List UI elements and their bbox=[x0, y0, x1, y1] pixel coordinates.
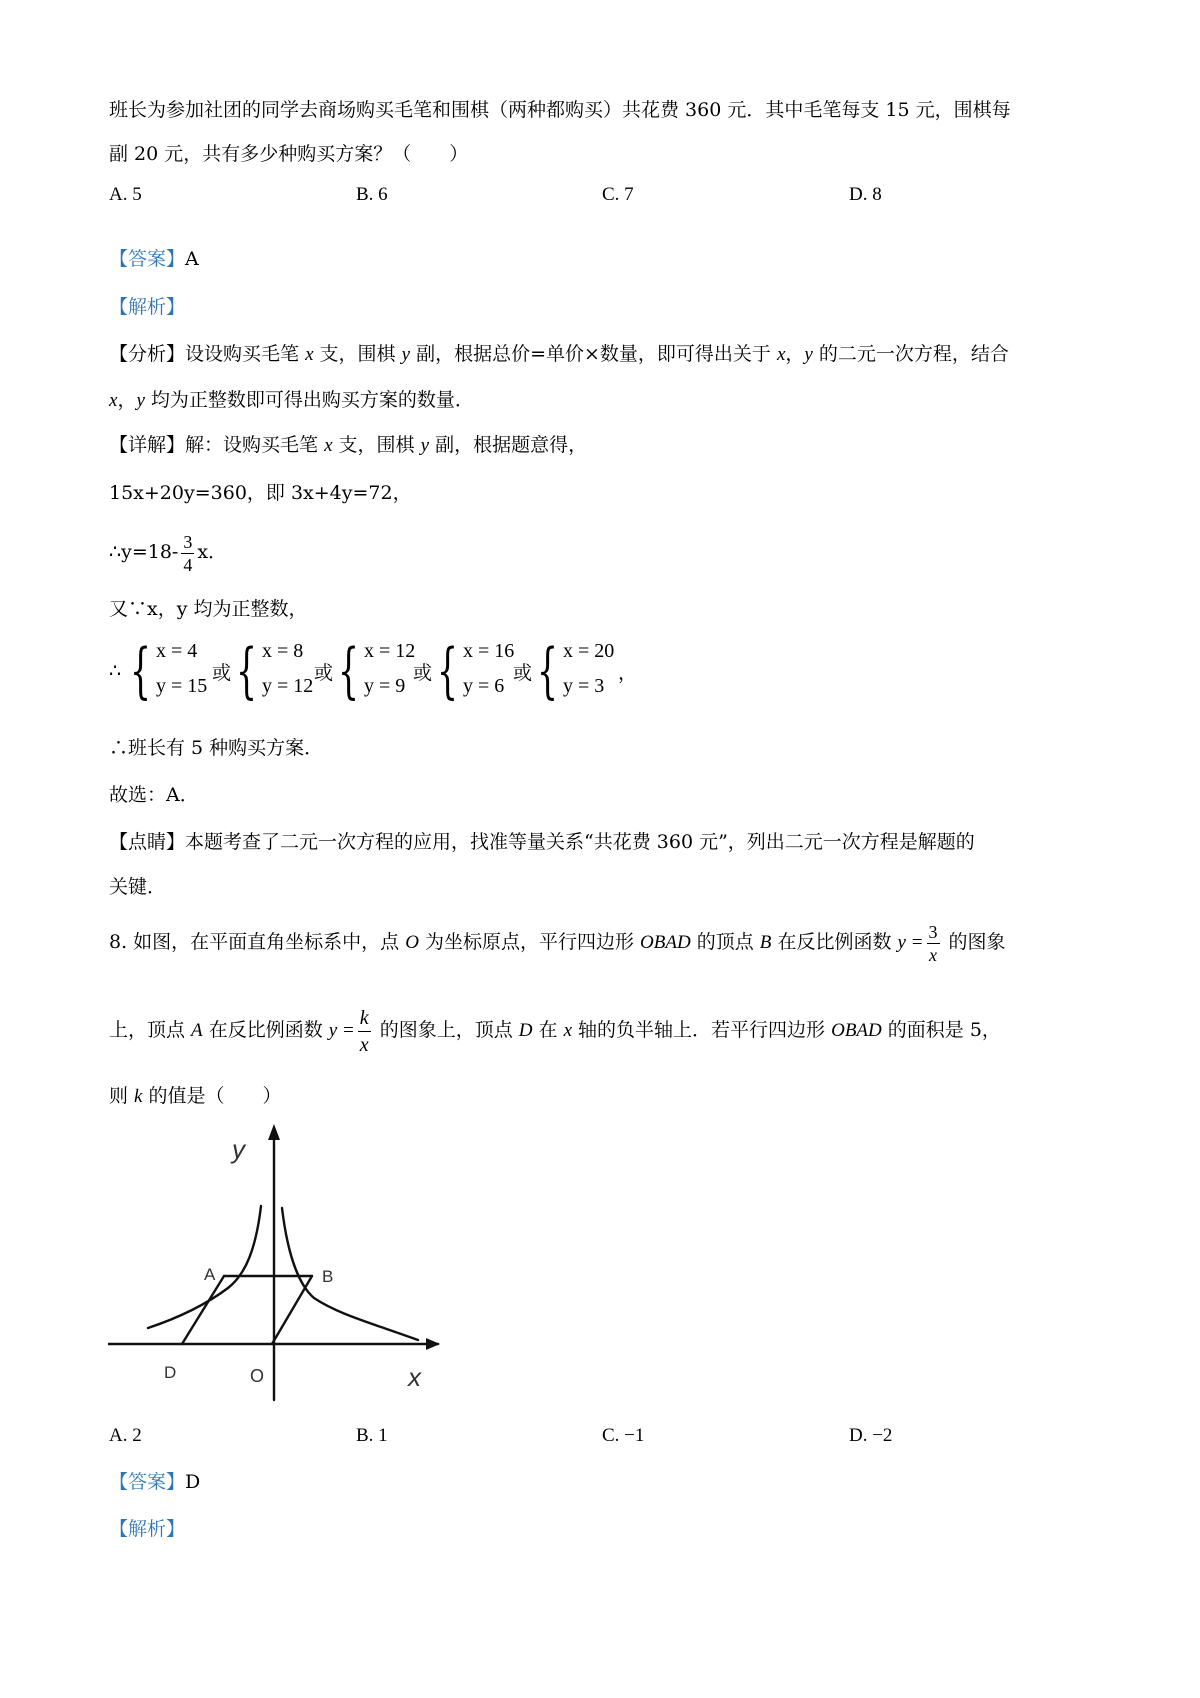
analysis-text: 均为正整数即可得出购买方案的数量． bbox=[144, 389, 474, 411]
var-k: k bbox=[134, 1086, 143, 1107]
q8-answer bbox=[109, 1469, 200, 1495]
or-word: 或 bbox=[314, 662, 334, 684]
var-y: y bbox=[136, 390, 145, 411]
or-word: 或 bbox=[212, 662, 232, 684]
solution-y: y = 12 bbox=[262, 675, 314, 697]
answer-tag: 【答案】 bbox=[109, 1471, 186, 1493]
q8-text: 的值是（ ） bbox=[142, 1085, 282, 1107]
var-y: y bbox=[804, 344, 813, 365]
therefore-symbol: ∴ bbox=[109, 660, 122, 682]
q8-text: 8. 如图，在平面直角坐标系中，点 bbox=[109, 931, 406, 953]
y-axis-arrow-icon bbox=[268, 1124, 280, 1140]
or-word: 或 bbox=[413, 662, 433, 684]
solution-x: x = 20 bbox=[563, 640, 615, 662]
q8-text: 在反比例函数 bbox=[202, 1019, 329, 1041]
q8-text: 轴的负半轴上．若平行四边形 bbox=[572, 1019, 832, 1041]
q8-text: 为坐标原点，平行四边形 bbox=[418, 931, 641, 953]
q8-stem-line1 bbox=[109, 918, 1006, 967]
fraction-numerator: 3 bbox=[183, 531, 193, 552]
graph-label-y: y bbox=[232, 1134, 245, 1164]
detail-text: 解：设购买毛笔 bbox=[185, 434, 325, 456]
q8-text: 的图象 bbox=[942, 931, 1006, 953]
fraction-numerator: k bbox=[358, 1005, 371, 1032]
var-OBAD: OBAD bbox=[831, 1020, 882, 1041]
analysis-text: 副，根据总价=单价×数量，即可得出关于 bbox=[410, 343, 777, 365]
graph-label-x: x bbox=[408, 1362, 421, 1392]
fraction-denominator: x bbox=[359, 1033, 369, 1056]
q7-choose: 故选：A． bbox=[109, 784, 199, 806]
parallelogram-graph-figure bbox=[108, 1118, 468, 1408]
solution-y: y = 15 bbox=[156, 675, 208, 697]
var-y: y bbox=[420, 435, 430, 456]
or-word: 或 bbox=[513, 662, 533, 684]
left-brace-icon: { bbox=[437, 636, 459, 706]
q8-text: 在 bbox=[532, 1019, 564, 1041]
solution-y: y = 3 bbox=[563, 675, 605, 697]
q8-jiexi bbox=[109, 1516, 185, 1542]
fraction-k-over-x bbox=[358, 1005, 371, 1058]
detail-text: 副，根据题意得， bbox=[429, 434, 588, 456]
analysis-text: ， bbox=[117, 389, 137, 411]
fraction-3-4 bbox=[181, 531, 194, 576]
comment-tag: 【点睛】 bbox=[109, 831, 186, 853]
var-B: B bbox=[759, 932, 772, 953]
segment-AD bbox=[182, 1276, 224, 1344]
fraction-denominator: x bbox=[929, 944, 938, 965]
q8-option-c: C. −1 bbox=[602, 1425, 645, 1446]
q8-stem-line3 bbox=[109, 1083, 282, 1110]
var-O: O bbox=[405, 932, 419, 953]
q8-text: 的图象上，顶点 bbox=[373, 1019, 519, 1041]
var-x: x bbox=[563, 1020, 573, 1041]
answer-value: A bbox=[185, 248, 199, 270]
eq2-suffix: x． bbox=[197, 541, 228, 563]
answer-tag: 【答案】 bbox=[109, 248, 186, 270]
q8-option-d: D. −2 bbox=[849, 1425, 893, 1446]
solution-x: x = 4 bbox=[156, 640, 198, 662]
q7-option-c: C. 7 bbox=[602, 184, 634, 205]
graph-label-A: A bbox=[204, 1265, 216, 1284]
q7-analysis-line2 bbox=[109, 387, 474, 414]
graph-label-B: B bbox=[322, 1267, 334, 1286]
q7-because-line: 又∵x，y 均为正整数， bbox=[109, 598, 308, 620]
analysis-text: ， bbox=[785, 343, 805, 365]
q7-option-a: A. 5 bbox=[109, 184, 142, 205]
graph-label-O: O bbox=[250, 1366, 265, 1386]
q8-stem-line2 bbox=[109, 1002, 1001, 1059]
q8-text: 的面积是 5， bbox=[881, 1019, 1001, 1041]
analysis-text: 支，围棋 bbox=[313, 343, 402, 365]
solution-y: y = 9 bbox=[364, 675, 406, 697]
q7-jiexi bbox=[109, 294, 185, 320]
q7-detail-line1 bbox=[109, 432, 587, 459]
q8-text: 上，顶点 bbox=[109, 1019, 192, 1041]
segment-BO bbox=[272, 1276, 312, 1344]
detail-tag: 【详解】 bbox=[109, 434, 186, 456]
q8-option-b: B. 1 bbox=[356, 1425, 388, 1446]
solution-y: y = 6 bbox=[463, 675, 505, 697]
var-OBAD: OBAD bbox=[640, 932, 691, 953]
var-x: x bbox=[305, 344, 314, 365]
var-x: x bbox=[324, 435, 333, 456]
jiexi-tag: 【解析】 bbox=[109, 296, 186, 318]
q8-option-a: A. 2 bbox=[109, 1425, 142, 1446]
left-brace-icon: { bbox=[338, 636, 360, 706]
fraction-denominator: 4 bbox=[183, 554, 193, 575]
var-y-eq: y = bbox=[328, 1020, 355, 1041]
analysis-tag: 【分析】 bbox=[109, 343, 186, 365]
left-brace-icon: { bbox=[537, 636, 559, 706]
solution-x: x = 16 bbox=[463, 640, 515, 662]
q7-equation-2 bbox=[109, 528, 227, 576]
var-x: x bbox=[776, 344, 786, 365]
comment-text: 本题考查了二元一次方程的应用，找准等量关系“共花费 360 元”，列出二元一次方程是解题的 bbox=[185, 831, 975, 853]
solution-x: x = 12 bbox=[364, 640, 416, 662]
var-y-eq: y = bbox=[897, 932, 924, 953]
left-brace-icon: { bbox=[236, 636, 258, 706]
solution-x: x = 8 bbox=[262, 640, 304, 662]
left-brace-icon: { bbox=[130, 636, 152, 706]
detail-text: 支，围棋 bbox=[332, 434, 421, 456]
q8-text: 在反比例函数 bbox=[771, 931, 898, 953]
q7-comment-line2: 关键． bbox=[109, 876, 167, 898]
var-x: x bbox=[109, 390, 118, 411]
q7-equation-1: 15x+20y=360，即 3x+4y=72， bbox=[109, 482, 412, 504]
solution-end-comma: ， bbox=[618, 662, 638, 684]
analysis-text: 设设购买毛笔 bbox=[185, 343, 306, 365]
fraction-numerator: 3 bbox=[928, 921, 938, 942]
q8-text: 的顶点 bbox=[690, 931, 760, 953]
q7-comment-line1 bbox=[109, 829, 975, 855]
q7-option-b: B. 6 bbox=[356, 184, 388, 205]
analysis-text: 的二元一次方程，结合 bbox=[812, 343, 1009, 365]
q7-analysis-line1 bbox=[109, 341, 1009, 368]
fraction-3-over-x bbox=[927, 921, 940, 966]
jiexi-tag: 【解析】 bbox=[109, 1518, 186, 1540]
hyperbola-right-curve bbox=[282, 1208, 418, 1340]
eq2-prefix: ∴y=18- bbox=[109, 541, 179, 563]
var-D: D bbox=[518, 1020, 533, 1041]
q8-text: 则 bbox=[109, 1085, 135, 1107]
q7-conclusion: ∴班长有 5 种购买方案． bbox=[109, 737, 324, 759]
answer-value: D bbox=[185, 1471, 201, 1493]
q7-answer bbox=[109, 246, 199, 272]
var-y: y bbox=[401, 344, 411, 365]
q7-option-d: D. 8 bbox=[849, 184, 882, 205]
graph-label-D: D bbox=[164, 1363, 177, 1382]
q7-stem-line1: 班长为参加社团的同学去商场购买毛笔和围棋（两种都购买）共花费 360 元．其中毛笔每支 15 元，围棋每 bbox=[109, 99, 1011, 121]
q7-stem-line2: 副 20 元，共有多少种购买方案？（ ） bbox=[109, 143, 469, 165]
var-A: A bbox=[191, 1020, 203, 1041]
x-axis-arrow-icon bbox=[426, 1338, 440, 1350]
